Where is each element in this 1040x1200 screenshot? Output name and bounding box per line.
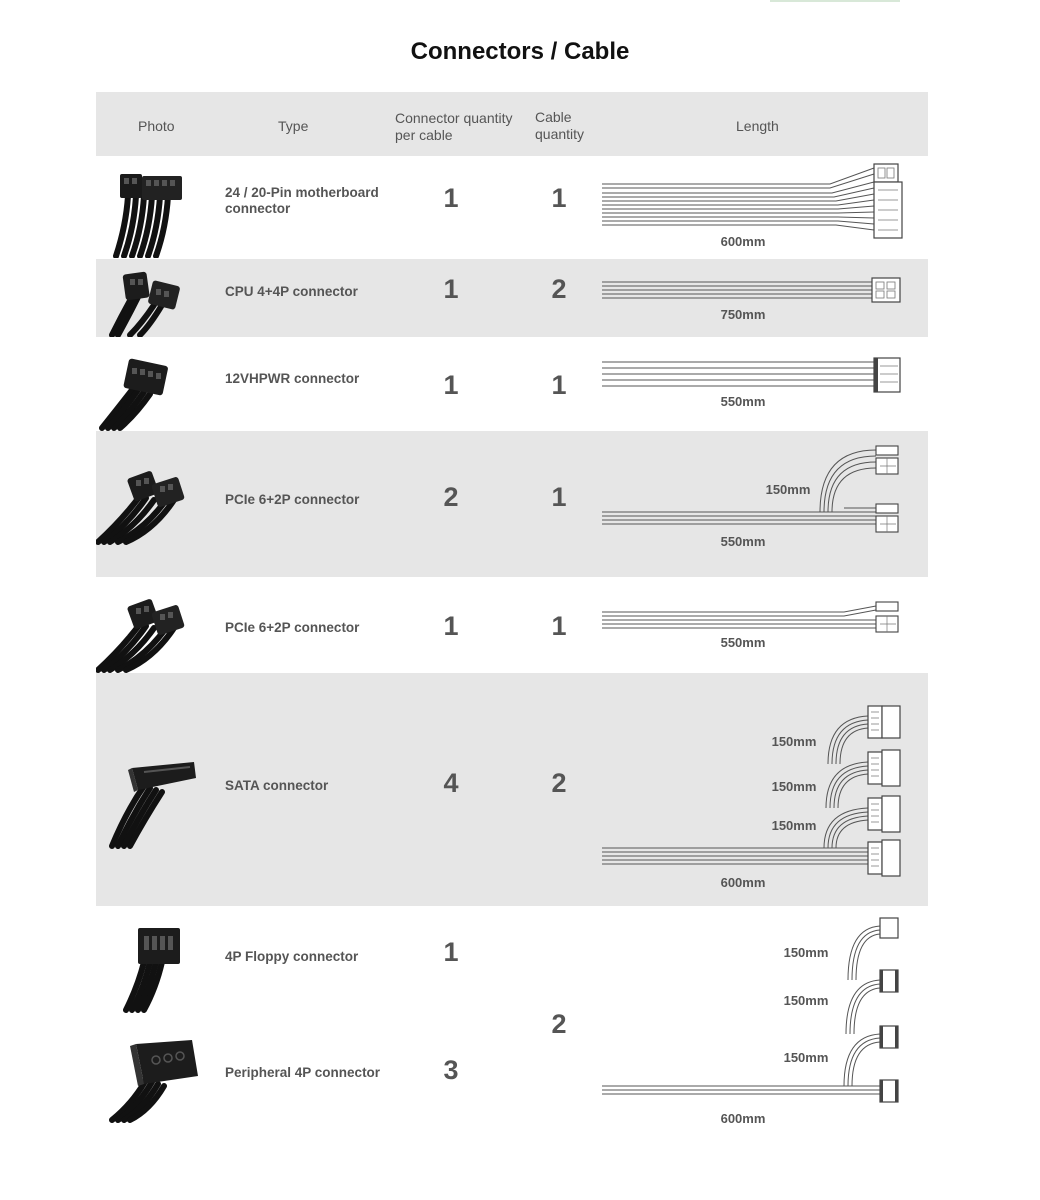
cable-qty: 1 [551, 370, 567, 400]
cable-qty: 2 [551, 274, 567, 304]
cable-qty: 1 [551, 611, 567, 641]
pcie-6-2p-connector-photo [96, 460, 186, 546]
branch-length: 150mm [771, 818, 817, 833]
type-label-line1: 24 / 20-Pin motherboard [225, 185, 379, 200]
cable-length: 750mm [720, 307, 766, 322]
cable-length: 550mm [720, 534, 766, 549]
floppy-4p-connector-photo [120, 922, 190, 1014]
branch-length: 150mm [783, 993, 829, 1008]
branch-length: 150mm [783, 1050, 829, 1065]
connector-qty: 1 [443, 937, 459, 967]
header-connector-qty-line2: per cable [395, 127, 453, 143]
cable-diagram-cpu [600, 272, 905, 308]
header-cable-qty-line2: quantity [535, 126, 585, 142]
type-label: 4P Floppy connector [225, 949, 359, 964]
connector-qty: 1 [443, 183, 459, 213]
connector-qty: 1 [443, 611, 459, 641]
cable-length: 600mm [720, 234, 766, 249]
cable-diagram-pcie-single [600, 598, 905, 638]
connector-qty: 4 [443, 768, 459, 798]
connector-qty: 1 [443, 274, 459, 304]
cable-length: 550mm [720, 635, 766, 650]
cable-diagram-12vhpwr [600, 352, 905, 398]
cpu-4-4p-connector-photo [106, 265, 186, 337]
header-length: Length [736, 118, 779, 134]
top-accent-line [770, 0, 900, 2]
page-title: Connectors / Cable [410, 38, 630, 65]
cable-qty: 1 [551, 183, 567, 213]
peripheral-4p-connector-photo [106, 1024, 206, 1124]
cable-length: 600mm [720, 1111, 766, 1126]
cable-qty: 2 [551, 768, 567, 798]
branch-length: 150mm [765, 482, 811, 497]
branch-length: 150mm [771, 734, 817, 749]
cable-diagram-sata [600, 700, 905, 880]
connector-qty: 1 [443, 370, 459, 400]
type-label: PCIe 6+2P connector [225, 492, 360, 507]
atx-24pin-connector-photo [108, 166, 188, 258]
cable-diagram-peripheral [600, 914, 905, 1110]
sata-connector-photo [104, 752, 204, 850]
connector-qty: 2 [443, 482, 459, 512]
12vhpwr-connector-photo [98, 356, 178, 432]
branch-length: 150mm [771, 779, 817, 794]
header-type: Type [278, 118, 309, 134]
branch-length: 150mm [783, 945, 829, 960]
header-cable-qty-line1: Cable [535, 109, 572, 125]
cable-diagram-24pin [600, 160, 905, 240]
connector-qty: 3 [443, 1055, 459, 1085]
cable-diagram-pcie-dual [600, 440, 905, 540]
header-photo: Photo [138, 118, 175, 134]
type-label-line2: connector [225, 201, 291, 216]
type-label: CPU 4+4P connector [225, 284, 358, 299]
type-label: SATA connector [225, 778, 329, 793]
cable-length: 600mm [720, 875, 766, 890]
type-label: 12VHPWR connector [225, 371, 360, 386]
type-label: PCIe 6+2P connector [225, 620, 360, 635]
cable-qty: 1 [551, 482, 567, 512]
header-connector-qty-line1: Connector quantity [395, 110, 513, 126]
type-label: Peripheral 4P connector [225, 1065, 381, 1080]
cable-qty: 2 [551, 1009, 567, 1039]
pcie-6-2p-connector-photo [96, 590, 186, 674]
cable-length: 550mm [720, 394, 766, 409]
